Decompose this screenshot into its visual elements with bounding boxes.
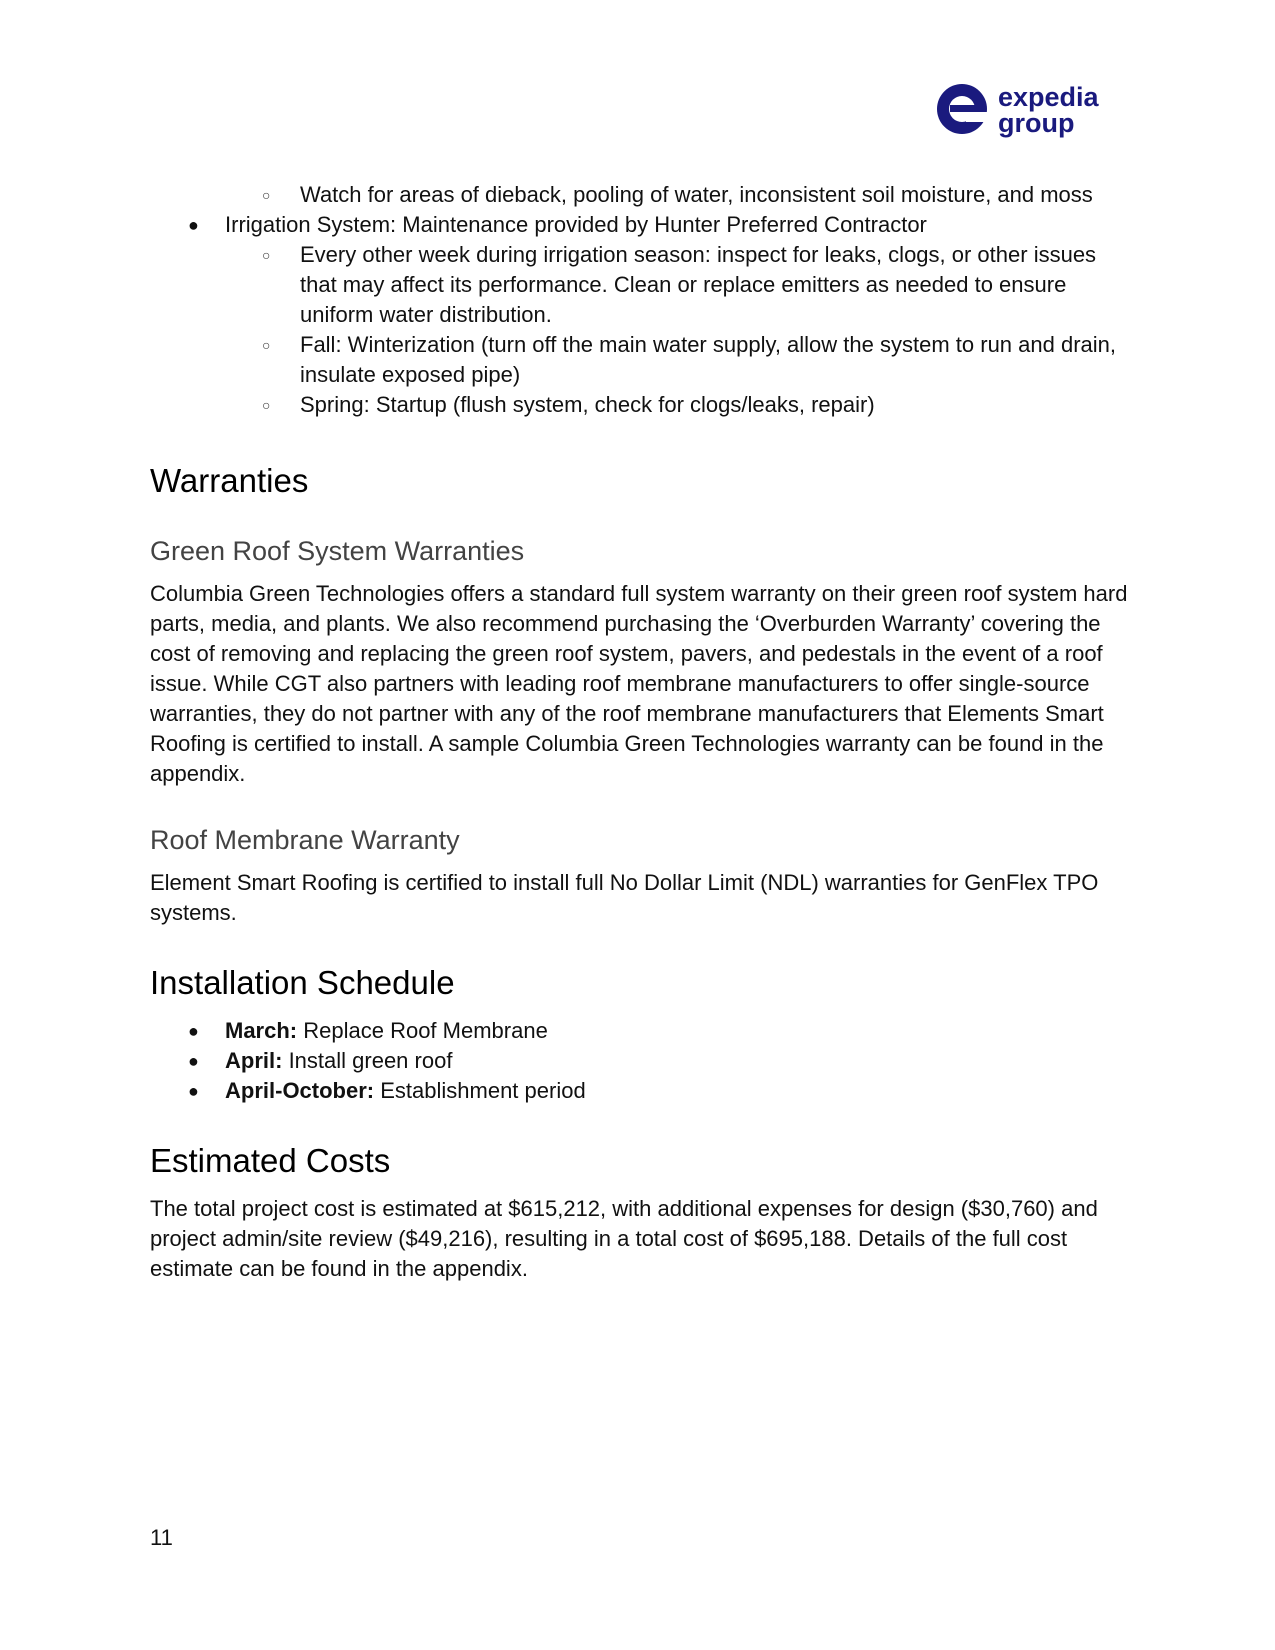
expedia-group-logo [936,80,1116,140]
list-item: ● March: Replace Roof Membrane [150,1016,1130,1046]
list-item: ○ Watch for areas of dieback, pooling of water, inconsistent soil moisture, and moss [150,180,1130,210]
hollow-bullet-icon: ○ [262,247,271,263]
list-item: ○ Every other week during irrigation season: inspect for leaks, clogs, or other issues that may affect its performance. Clean or replace emitters as needed to ensure uniform water distribution. [262,242,1097,327]
list-item: ● Irrigation System: Maintenance provided by Hunter Preferred Contractor [150,210,1130,240]
page-content [150,180,1130,1284]
installation-schedule-heading: Installation Schedule [150,964,455,1001]
svg-text:expedia: expedia [998,82,1099,112]
list-item: ○ Spring: Startup (flush system, check for clogs/leaks, repair) [150,390,1130,420]
bullet-icon: ● [188,1081,199,1101]
estimated-costs-text: The total project cost is estimated at $615,212, with additional expenses for design ($30,760) and project admin/site review ($49,216), resulting in a total cost of $695,188. Details of the full cost estimate can be found in the appendix. [150,1196,1098,1281]
bullet-icon: ● [188,1051,199,1071]
bullet-icon: ● [188,215,199,235]
roof-membrane-warranty-heading: Roof Membrane Warranty [150,825,460,855]
roof-membrane-warranty-text: Element Smart Roofing is certified to install full No Dollar Limit (NDL) warranties for GenFlex TPO systems. [150,870,1099,925]
page-number: 11 [150,1525,173,1550]
bullet-icon: ● [188,1021,199,1041]
hollow-bullet-icon: ○ [262,187,271,203]
estimated-costs-heading: Estimated Costs [150,1142,391,1179]
hollow-bullet-icon: ○ [262,337,271,353]
warranties-heading: Warranties [150,462,309,499]
svg-text:group: group [998,108,1075,138]
list-item: ● April: Install green roof [150,1046,1130,1076]
green-roof-warranties-text: Columbia Green Technologies offers a standard full system warranty on their green roof system hard parts, media, and plants. We also recommend purchasing the ‘Overburden Warranty’ covering the cost of removing and replacing the green roof system, pavers, and pedestals in the event of a roof issue. While CGT also partners with leading roof membrane manufacturers to offer single-source warranties, they do not partner with any of the roof membrane manufacturers that Elements Smart Roofing is certified to install. A sample Columbia Green Technologies warranty can be found in the appendix. [150,581,1128,786]
list-item: ○ Fall: Winterization (turn off the main water supply, allow the system to run and drain, insulate exposed pipe) [262,332,1116,387]
hollow-bullet-icon: ○ [262,397,271,413]
schedule-list [150,1016,1130,1106]
green-roof-warranties-heading: Green Roof System Warranties [150,536,525,566]
list-item: ● April-October: Establishment period [150,1076,1130,1106]
maintenance-list [150,180,1130,420]
